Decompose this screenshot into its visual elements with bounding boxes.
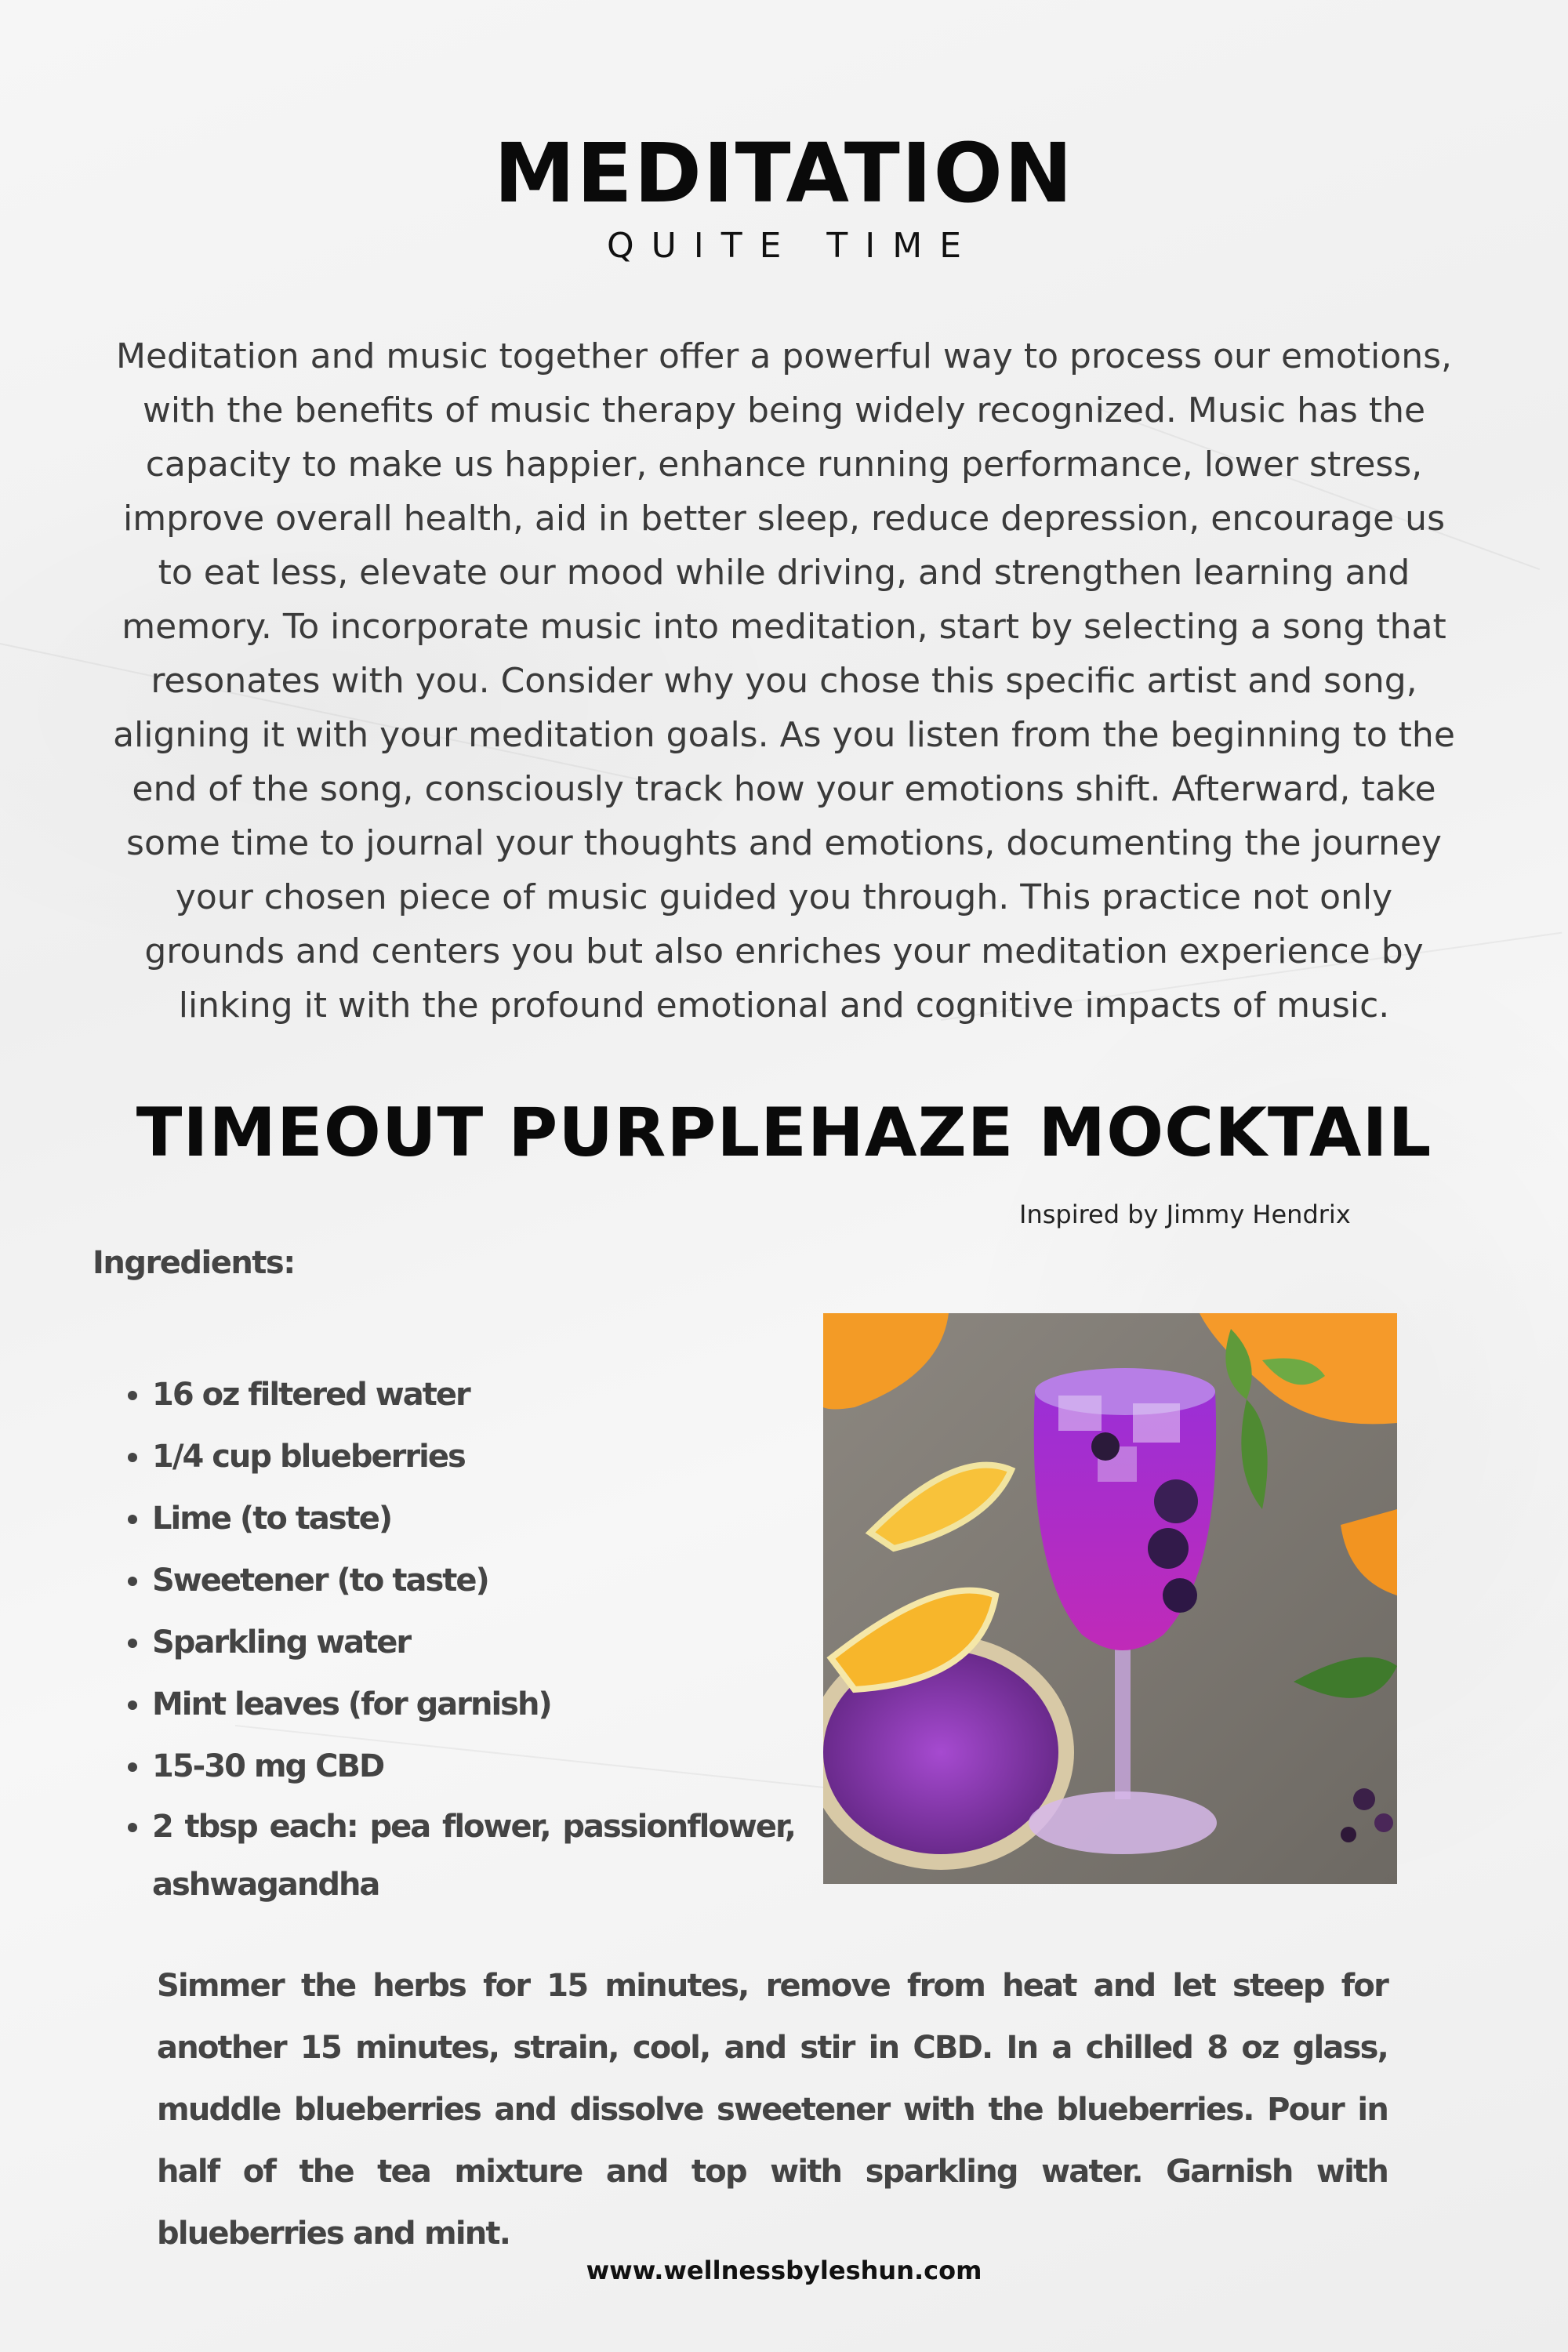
list-item: • 2 tbsp each: pea flower, passionflower, ashwagandha (152, 1798, 795, 1914)
mocktail-illustration (823, 1313, 1397, 1884)
recipe-method: Simmer the herbs for 15 minutes, remove from heat and let steep for another 15 minutes, strain, cool, and stir in CBD. In a chilled 8 oz glass, muddle blueberries and dissolve sweetener with the blueberries. Pour in half of the tea mixture and top with sparkling water. Garnish with blueberries and mint. (157, 1968, 1388, 2252)
list-item: • 1/4 cup blueberries (152, 1426, 795, 1488)
mocktail-photo (823, 1313, 1397, 1884)
list-item: • 16 oz filtered water (152, 1364, 795, 1426)
list-item: • 15-30 mg CBD (152, 1736, 795, 1798)
list-item: • Mint leaves (for garnish) (152, 1674, 795, 1736)
ingredients-list (118, 1364, 795, 1914)
ingredients-heading: Ingredients: (93, 1245, 295, 1281)
recipe-inspiration: Inspired by Jimmy Hendrix (1019, 1200, 1351, 1229)
list-item: • Sparkling water (152, 1612, 795, 1674)
recipe-title: TIMEOUT PURPLEHAZE MOCKTAIL (136, 1094, 1432, 1172)
list-item: • Sweetener (to taste) (152, 1550, 795, 1612)
list-item: • Lime (to taste) (152, 1488, 795, 1550)
website-url[interactable]: www.wellnessbyleshun.com (586, 2256, 982, 2285)
page-title: MEDITATION (494, 125, 1074, 221)
intro-paragraph: Meditation and music together offer a powerful way to process our emotions, with the benefits of music therapy being widely recognized. Music has the capacity to make us happier, enhance running performance, lower stress, improve overall health, aid in better sleep, reduce depression, encourage us to eat less, elevate our mood while driving, and strengthen learning and memory. To incorporate music into meditation, start by selecting a song that resonates with you. Consider why you chose this specific artist and song, aligning it with your meditation goals. As you listen from the beginning to the end of the song, consciously track how your emotions shift. Afterward, take some time to journal your thoughts and emotions, documenting the journey your chosen piece of music guided you through. This practice not only grounds and centers you but also enriches your meditation experience by linking it with the profound emotional and cognitive impacts of music. (113, 336, 1455, 1025)
page-subtitle: QUITE TIME (606, 226, 979, 266)
